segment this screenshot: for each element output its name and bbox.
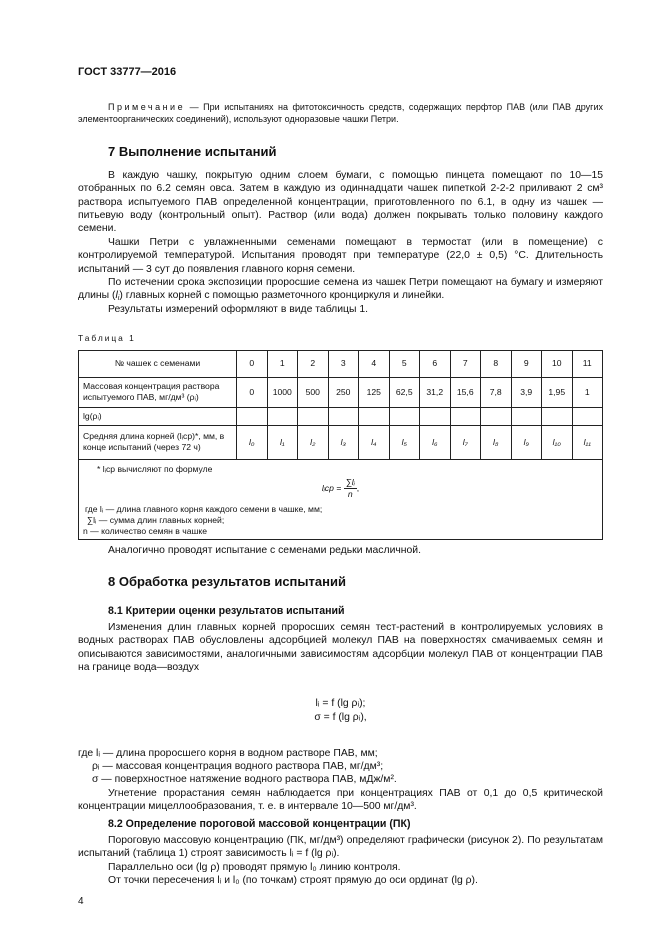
table-cell: 62,5 bbox=[389, 377, 420, 407]
table-cell bbox=[298, 407, 329, 425]
table-footnote-row bbox=[79, 459, 603, 539]
table-cell: l₄ bbox=[359, 425, 390, 459]
footnote-where: n — количество семян в чашке bbox=[83, 525, 208, 536]
table-cell: 7,8 bbox=[481, 377, 512, 407]
table-cell: 1000 bbox=[267, 377, 298, 407]
table-cell bbox=[542, 407, 573, 425]
table-cell bbox=[328, 407, 359, 425]
symbol: $l_i$ bbox=[115, 290, 120, 303]
row-label: Средняя длина корней (lᵢср)*, мм, в конце испытаний (через 72 ч) bbox=[79, 425, 237, 459]
table-cell: l₇ bbox=[450, 425, 481, 459]
section-8-1-paragraph: Изменения длин главных корней проросших семян тест-растений в контролируемых условиях в водных растворах ПАВ обусловлены адсорбцией молекул ПАВ на поверхностях смачиваемых семян и описываются зависимостями, аналогичными зависимостям адсорбции молекул ПАВ от концентрации ПАВ на границе вода—воздух bbox=[78, 621, 603, 674]
section-8-1-paragraph: Угнетение прорастания семян наблюдается при концентрациях ПАВ от 0,1 до 0,5 критической концентрации мицеллообразования, т. е. в интервале 10—500 мг/дм³. bbox=[78, 787, 603, 813]
table-cell: 7 bbox=[450, 350, 481, 377]
table-cell: 1 bbox=[267, 350, 298, 377]
section-7-paragraph bbox=[78, 276, 603, 303]
section-7-paragraph: Чашки Петри с увлажненными семенами помещают в термостат (или в помещение) с контролируемой температурой. Испытания проводят при температуре (22,0 ± 0,5) °С. Длительность испытаний — 3 сут до появления главного корня семени. bbox=[78, 236, 603, 275]
table-cell: 6 bbox=[420, 350, 451, 377]
table-cell bbox=[389, 407, 420, 425]
table-cell bbox=[450, 407, 481, 425]
table-row bbox=[79, 407, 603, 425]
formula-numerator: ∑lᵢ bbox=[345, 476, 355, 487]
table-cell bbox=[237, 407, 268, 425]
where-line: ρᵢ — массовая концентрация водного раствора ПАВ, мг/дм³; bbox=[92, 760, 384, 772]
section-7-paragraph: В каждую чашку, покрытую одним слоем бумаги, с помощью пинцета помещают по 10—15 отобранных по 6.2 семян овса. Затем в каждую из одиннадцати чашек пипеткой 2-2-2 приливают 2 см³ раствора испытуемого ПАВ определенной концентрации, приготовленного по 6.1, в одну из чашек — питьевую воду (контрольный опыт). Раствор (или вода) должен покрывать только половину каждого семени. bbox=[78, 169, 603, 235]
table-cell: 8 bbox=[481, 350, 512, 377]
table-cell: 500 bbox=[298, 377, 329, 407]
document-header: ГОСТ 33777—2016 bbox=[78, 66, 177, 78]
page-number: 4 bbox=[78, 896, 84, 907]
table-cell: l₀ bbox=[237, 425, 268, 459]
document-page bbox=[78, 66, 603, 888]
table-cell: 5 bbox=[389, 350, 420, 377]
note-label: Примечание bbox=[108, 102, 186, 113]
table-cell: 3,9 bbox=[511, 377, 542, 407]
formula-denominator: n bbox=[347, 488, 353, 499]
table-cell: 2 bbox=[298, 350, 329, 377]
formula-block bbox=[78, 697, 603, 725]
table-cell: 10 bbox=[542, 350, 573, 377]
section-7-paragraph: Результаты измерений оформляют в виде таблицы 1. bbox=[108, 303, 369, 315]
table-cell: 11 bbox=[572, 350, 603, 377]
table-cell: 250 bbox=[328, 377, 359, 407]
section-8-heading: 8 Обработка результатов испытаний bbox=[108, 574, 346, 590]
formula-left: lᵢср = bbox=[321, 482, 342, 493]
table-header-row bbox=[79, 350, 603, 377]
row-label: Массовая концентрация раствора испытуемого ПАВ, мг/дм³ (ρᵢ) bbox=[79, 377, 237, 407]
table-cell: l₈ bbox=[481, 425, 512, 459]
text: ) главных корней с помощью разметочного кронциркуля и линейки. bbox=[119, 290, 445, 302]
table-cell: l₁ bbox=[267, 425, 298, 459]
where-line: σ — поверхностное натяжение водного раствора ПАВ, мДж/м². bbox=[92, 774, 397, 786]
table-cell: 1 bbox=[572, 377, 603, 407]
table-cell bbox=[267, 407, 298, 425]
formula-line: lᵢ = f (lg ρᵢ); bbox=[315, 697, 366, 709]
table-cell: 9 bbox=[511, 350, 542, 377]
table-header-label: № чашек с семенами bbox=[79, 350, 237, 377]
table-cell: l₁₀ bbox=[542, 425, 573, 459]
table-row bbox=[79, 377, 603, 407]
section-8-1-heading: 8.1 Критерии оценки результатов испытаний bbox=[108, 604, 345, 617]
table-cell: l₁₁ bbox=[572, 425, 603, 459]
table-cell: 125 bbox=[359, 377, 390, 407]
section-8-2-paragraph: От точки пересечения lᵢ и l₀ (по точкам) строят прямую до оси ординат (lg ρ). bbox=[108, 875, 478, 887]
footnote-where: где lᵢ — длина главного корня каждого семени в чашке, мм; bbox=[85, 503, 323, 514]
note bbox=[78, 101, 603, 125]
footnote-formula: lᵢср = $\frac{\text{∑lᵢ}}{n}$ , bbox=[321, 476, 360, 499]
table-cell: 1,95 bbox=[542, 377, 573, 407]
table-cell: 0 bbox=[237, 377, 268, 407]
formula-line: σ = f (lg ρᵢ), bbox=[314, 711, 367, 723]
footnote-intro: * lᵢср вычисляют по формуле bbox=[97, 463, 213, 474]
section-7-heading: 7 Выполнение испытаний bbox=[108, 144, 277, 160]
formula-fraction bbox=[344, 477, 357, 500]
table-cell: 15,6 bbox=[450, 377, 481, 407]
table-cell bbox=[359, 407, 390, 425]
section-8-2-heading: 8.2 Определение пороговой массовой концентрации (ПК) bbox=[108, 817, 411, 830]
section-8-2-paragraph: Пороговую массовую концентрацию (ПК, мг/дм³) определяют графически (рисунок 2). По результатам испытаний (таблица 1) строят зависимость lᵢ = f (lg ρᵢ). bbox=[78, 834, 603, 860]
after-table-paragraph: Аналогично проводят испытание с семенами редьки масличной. bbox=[108, 544, 421, 556]
table-cell: 0 bbox=[237, 350, 268, 377]
table-cell: l₅ bbox=[389, 425, 420, 459]
table-1 bbox=[78, 350, 603, 540]
where-line: где lᵢ — длина проросшего корня в водном растворе ПАВ, мм; bbox=[78, 747, 378, 759]
table-cell: 31,2 bbox=[420, 377, 451, 407]
table-cell: l₉ bbox=[511, 425, 542, 459]
table-cell: l₂ bbox=[298, 425, 329, 459]
row-label: lg(ρᵢ) bbox=[79, 407, 237, 425]
table-caption: Таблица 1 bbox=[78, 333, 136, 344]
table-cell: 4 bbox=[359, 350, 390, 377]
note-text: — При испытаниях на фитотоксичность средств, содержащих перфтор ПАВ (или ПАВ других элементоорганических соединений), используют одноразовые чашки Петри. bbox=[78, 102, 603, 125]
table-cell: 3 bbox=[328, 350, 359, 377]
table-cell: l₃ bbox=[328, 425, 359, 459]
table-cell bbox=[572, 407, 603, 425]
table-footnote bbox=[79, 459, 603, 539]
table-cell bbox=[511, 407, 542, 425]
table-row bbox=[79, 425, 603, 459]
section-8-2-paragraph: Параллельно оси (lg ρ) проводят прямую l₀ линию контроля. bbox=[108, 861, 401, 873]
table-cell bbox=[481, 407, 512, 425]
footnote-where: ∑lᵢ — сумма длин главных корней; bbox=[87, 514, 225, 525]
text: По истечении срока экспозиции проросшие семена из чашек Петри помещают на бумагу и измеряют длины ( bbox=[78, 277, 603, 302]
table-cell bbox=[420, 407, 451, 425]
table-cell: l₆ bbox=[420, 425, 451, 459]
